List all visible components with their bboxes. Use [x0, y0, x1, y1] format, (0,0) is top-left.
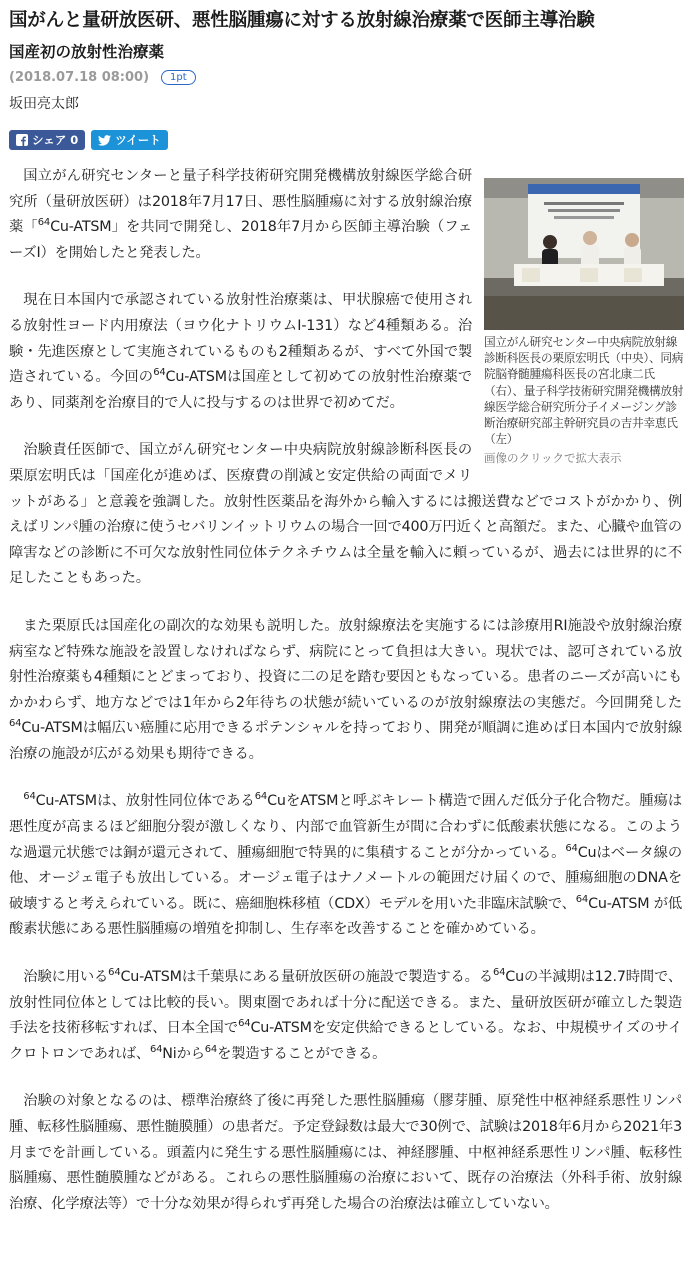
article-body [9, 164, 682, 1239]
text-run: 現在日本国内で承認されている放射性治療薬は、甲状腺癌で使用される放射性ヨード内用療法（ヨウ化ナトリウムI-131）など4種類ある。治験・先進医療として実施されているものも2種類あるが、すべて外国で製造されている。今回の [9, 292, 472, 386]
facebook-share-count: 0 [70, 133, 79, 147]
text-run: 治験の対象となるのは、標準治療終了後に再発した悪性脳腫瘍（膠芽腫、原発性中枢神経系悪性リンパ腫、転移性脳腫瘍、悪性髄膜腫）の患者だ。予定登録数は最大で30例で、試験は2018年6月から2021年3月までを計画している。頭蓋内に発生する悪性脳腫瘍には、神経膠腫、中枢神経系悪性リンパ腫、転移性脳腫瘍、悪性髄膜腫などがある。これらの悪性脳腫瘍の治療において、既存の治療法（外科手術、放射線治療、化学療法等）で十分な効果が得られず再発した場合の治療法は確立していない。 [9, 1093, 682, 1212]
facebook-share-label: シェア [32, 133, 67, 147]
figure-caption: 国立がん研究センター中央病院放射線診断科医長の栗原宏明氏（中央）、同病院脳脊髄腫瘍科医長の宮北康二氏（右）、量子科学技術研究開発機構放射線医学総合研究所分子イメージング診断治療研究部主幹研究員の吉井幸恵氏（左） [484, 335, 684, 447]
points-badge[interactable]: 1pt [161, 70, 196, 85]
twitter-tweet-label: ツイート [115, 133, 161, 147]
article-figure [484, 178, 684, 466]
facebook-share-button[interactable] [9, 130, 85, 150]
text-run: Cuはベータ線の他、オージェ電子も放出している。オージェ電子はナノメートルの範囲だけ届くので、腫瘍細胞のDNAを破壊すると考えられている。既に、癌細胞株移植（CDX）モデルを用いた非臨床試験で、 [9, 844, 682, 912]
superscript-isotope-number: 64 [153, 367, 166, 379]
paragraph-7 [9, 1089, 682, 1217]
superscript-isotope-number: 64 [9, 718, 22, 730]
text-run: また栗原氏は国産化の副次的な効果も説明した。放射線療法を実施するには診療用RI施設や放射線治療病室など特殊な施設を設置しなければならず、病院にとって負担は大きい。現状では、認可されている放射性治療薬も4種類にとどまっており、投資に二の足を踏む要因ともなっている。患者のニーズが高いにもかかわらず、地方などでは1年から2年待ちの状態が続いているのが放射線療法の実態だ。今回開発した [9, 617, 682, 711]
enlarge-hint: 画像のクリックで拡大表示 [484, 451, 622, 466]
paragraph-6 [9, 965, 682, 1067]
superscript-isotope-number: 64 [37, 217, 51, 229]
text-run: CuをATSMと呼ぶキレート構造で囲んだ低分子化合物だ。腫瘍は悪性度が高まるほど細胞分裂が激しくなり、内部で血管新生が間に合わずに低酸素状態になる。このような過還元状態では銅が還元されて、腫瘍細胞で特異的に集積することが分かっている。 [9, 793, 682, 861]
text-run: Cu-ATSM が低酸素状態にある悪性脳腫瘍の増殖を抑制し、生存率を改善することを確かめている。 [9, 895, 682, 938]
superscript-isotope-number: 64 [492, 967, 506, 979]
text-run: 治験に用いる [23, 969, 109, 986]
twitter-bird-icon [98, 135, 111, 146]
article-subtitle: 国産初の放射性治療薬 [9, 43, 165, 61]
twitter-tweet-button[interactable] [91, 130, 167, 150]
paragraph-5 [9, 789, 682, 943]
text-run: Niから [162, 1045, 205, 1062]
superscript-isotope-number: 64 [23, 791, 36, 803]
text-run: Cu-ATSMは国産として初めての放射性治療薬であり、同薬剤を治療目的で人に投与するのは世界で初めてだ。 [9, 369, 473, 411]
share-buttons [9, 130, 682, 150]
text-run: Cu-ATSMは千葉県にある量研放医研の施設で製造する。る [120, 969, 493, 986]
superscript-isotope-number: 64 [575, 893, 589, 905]
text-run: を製造することができる。 [217, 1045, 387, 1062]
superscript-isotope-number: 64 [238, 1018, 251, 1030]
text-run: 治験責任医師で、国立がん研究センター中央病院放射線診断科医長の栗原宏明氏は「国産化が進めば、医療費の削減と安定供給の両面でメリットがある」と意義を強調した。放射性医薬品を海外から輸入するには搬送費などでコストがかかり、例えばリンパ腫の治療に使うセバリンイットリウムの場合一回で400万円近くと高額だ。また、心臓や血管の障害などの診断に不可欠な放射性同位体テクネチウムは全量を輸入に頼っているが、過去には世界的に不足したこともあった。 [9, 442, 682, 587]
text-run: 国立がん研究センターと量子科学技術研究開発機構放射線医学総合研究所（量研放医研）は2018年7月17日、悪性脳腫瘍に対する放射線治療薬「 [9, 168, 472, 236]
publish-date: (2018.07.18 08:00) [9, 69, 150, 85]
text-run: Cu-ATSMを安定供給できるとしている。なお、中規模サイズのサイクロトロンであれば、 [9, 1020, 682, 1062]
author-name[interactable]: 坂田亮太郎 [9, 96, 79, 112]
superscript-isotope-number: 64 [254, 791, 268, 803]
facebook-icon [16, 134, 28, 146]
article-meta [9, 68, 682, 86]
superscript-isotope-number: 64 [204, 1043, 218, 1055]
article-title: 国がんと量研放医研、悪性脳腫瘍に対する放射線治療薬で医師主導治験 [9, 10, 595, 31]
text-run: Cuの半減期は12.7時間で、放射性同位体としては比較的長い。関東圏であれば十分に配送できる。また、量研放医研が確立した製造手法を技術移転すれば、日本全国で [9, 969, 682, 1037]
superscript-isotope-number: 64 [565, 842, 578, 854]
text-run: Cu-ATSMは幅広い癌腫に応用できるポテンシャルを持っており、開発が順調に進めば日本国内で放射線治療の施設が広がる効果も期待できる。 [9, 720, 682, 762]
superscript-isotope-number: 64 [108, 967, 121, 979]
press-conference-photo[interactable] [484, 178, 684, 330]
text-run: Cu-ATSM」を共同で開発し、2018年7月から医師主導治験（フェーズI）を開始したと発表した。 [9, 219, 472, 261]
press-conference-illustration [484, 178, 684, 330]
superscript-isotope-number: 64 [149, 1043, 163, 1055]
text-run: Cu-ATSMは、放射性同位体である [35, 793, 255, 810]
paragraph-4 [9, 614, 682, 768]
